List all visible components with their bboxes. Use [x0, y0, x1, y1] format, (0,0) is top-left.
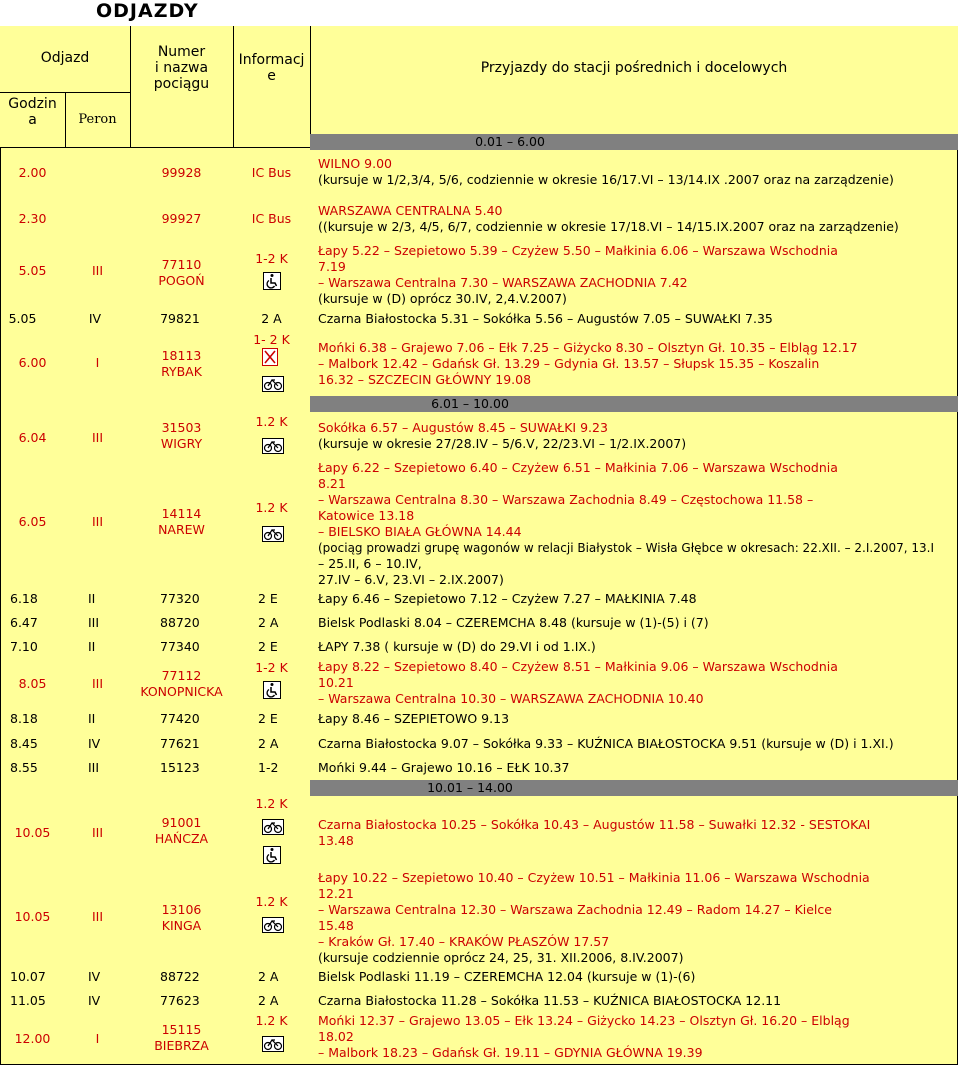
row-2-line-2: – Warszawa Centralna 7.30 – WARSZAWA ZACHODNIA 7.42 — [318, 275, 688, 290]
row-11-info: 2 E — [258, 711, 278, 726]
row-4-name: RYBAK — [161, 364, 202, 379]
header-info-2: e — [267, 68, 276, 84]
row-2-time: 5.05 — [18, 263, 47, 278]
row-4-peron: I — [95, 355, 100, 370]
row-10-info: 1-2 K — [255, 660, 288, 675]
row-2-line-3: (kursuje w (D) oprócz 30.IV, 2,4.V.2007) — [318, 291, 567, 306]
row-13-time: 8.55 — [10, 760, 38, 775]
row-11-line-0: Łapy 8.46 – SZEPIETOWO 9.13 — [318, 711, 510, 726]
row-9-peron: II — [88, 639, 96, 654]
row-14-train: 91001 — [161, 815, 202, 830]
row-15-line-2: – Warszawa Centralna 12.30 – Warszawa Zachodnia 12.49 – Radom 14.27 – Kielce — [318, 902, 832, 917]
row-9-time: 7.10 — [10, 639, 38, 654]
row-3-time: 5.05 — [8, 311, 37, 326]
row-18-train: 15115 — [161, 1022, 202, 1037]
row-12-peron: IV — [88, 736, 101, 751]
page-title: ODJAZDY — [96, 0, 199, 22]
row-0-line-1: (kursuje w 1/2,3/4, 5/6, codziennie w okresie 16/17.VI – 13/14.IX .2007 oraz na zarządzenie) — [318, 172, 894, 187]
row-10-peron: III — [91, 676, 104, 691]
row-16-peron: IV — [88, 969, 101, 984]
header-numer-1: Numer — [157, 44, 206, 60]
header-przyjazdy: Przyjazdy do stacji pośrednich i docelowych — [480, 60, 788, 76]
row-4-line-2: 16.32 – SZCZECIN GŁÓWNY 19.08 — [318, 372, 532, 387]
row-5-peron: III — [91, 430, 104, 445]
wheelchair-icon — [263, 272, 281, 290]
header-odjazd: Odjazd — [40, 50, 90, 66]
bicycle-icon — [262, 819, 284, 835]
row-9-line-0: ŁAPY 7.38 ( kursuje w (D) do 29.VI i od 1.IX.) — [318, 639, 596, 654]
row-15-time: 10.05 — [14, 909, 51, 924]
row-4-info: 1- 2 K — [253, 332, 290, 347]
row-15-peron: III — [91, 909, 104, 924]
row-15-line-5: (kursuje codziennie oprócz 24, 25, 31. XII.2006, 8.IV.2007) — [318, 950, 684, 965]
header-peron: Peron — [78, 112, 117, 127]
row-16-info: 2 A — [258, 969, 279, 984]
row-5-line-0: Sokółka 6.57 – Augustów 8.45 – SUWAŁKI 9.23 — [318, 420, 608, 435]
row-6-line-6: – 25.II, 6 – 10.IV, — [318, 556, 422, 571]
row-16-line-0: Bielsk Podlaski 11.19 – CZEREMCHA 12.04 (kursuje w (1)-(6) — [318, 969, 696, 984]
header-numer-3: pociągu — [153, 76, 210, 92]
row-6-info: 1.2 K — [255, 500, 288, 515]
row-11-train: 77420 — [160, 711, 200, 726]
row-16-time: 10.07 — [10, 969, 46, 984]
row-4-line-0: Mońki 6.38 – Grajewo 7.06 – Ełk 7.25 – Giżycko 8.30 – Olsztyn Gł. 10.35 – Elbląg 12.17 — [318, 340, 858, 355]
row-7-train: 77320 — [160, 591, 200, 606]
row-12-info: 2 A — [258, 736, 279, 751]
row-18-info: 1.2 K — [255, 1013, 288, 1028]
row-8-peron: III — [88, 615, 100, 630]
row-13-peron: III — [88, 760, 100, 775]
row-9-info: 2 E — [258, 639, 278, 654]
row-14-peron: III — [91, 825, 104, 840]
row-14-name: HAŃCZA — [154, 831, 209, 846]
row-3-peron: IV — [88, 311, 102, 326]
time-band-1: 0.01 – 6.00 — [475, 134, 545, 149]
row-15-train: 13106 — [161, 902, 202, 917]
row-3-train: 79821 — [160, 311, 200, 326]
header-numer-2: i nazwa — [154, 60, 209, 76]
row-10-time: 8.05 — [18, 676, 47, 691]
row-13-line-0: Mońki 9.44 – Grajewo 10.16 – EŁK 10.37 — [318, 760, 570, 775]
row-6-time: 6.05 — [18, 514, 47, 529]
row-1-train: 99927 — [161, 211, 202, 226]
wheelchair-icon — [263, 846, 281, 864]
row-6-line-3: Katowice 13.18 — [318, 508, 415, 523]
row-15-line-3: 15.48 — [318, 918, 354, 933]
row-2-train: 77110 — [161, 257, 202, 272]
row-18-name: BIEBRZA — [154, 1038, 209, 1053]
row-10-train: 77112 — [161, 668, 202, 683]
row-17-time: 11.05 — [10, 993, 46, 1008]
header-godzina-1: Godzin — [8, 96, 57, 112]
row-11-time: 8.18 — [10, 711, 38, 726]
row-3-info: 2 A — [261, 311, 282, 326]
row-6-peron: III — [91, 514, 104, 529]
row-8-info: 2 A — [258, 615, 279, 630]
row-5-line-1: (kursuje w okresie 27/28.IV – 5/6.V, 22/23.VI – 1/2.IX.2007) — [318, 436, 687, 451]
row-12-line-0: Czarna Białostocka 9.07 – Sokółka 9.33 – KUŹNICA BIAŁOSTOCKA 9.51 (kursuje w (D) i 1.XI.) — [318, 736, 894, 751]
row-14-line-0: Czarna Białostocka 10.25 – Sokółka 10.43 – Augustów 11.58 – Suwałki 12.32 - SESTOKAI — [318, 817, 871, 832]
row-2-info: 1-2 K — [255, 251, 288, 266]
row-2-name: POGOŃ — [158, 273, 205, 288]
bicycle-icon — [262, 438, 284, 454]
row-6-line-2: – Warszawa Centralna 8.30 – Warszawa Zachodnia 8.49 – Częstochowa 11.58 – — [318, 492, 814, 507]
row-15-info: 1.2 K — [255, 894, 288, 909]
row-1-line-1: ((kursuje w 2/3, 4/5, 6/7, codziennie w okresie 17/18.VI – 14/15.IX.2007 oraz na zarządzenie) — [318, 219, 899, 234]
row-14-time: 10.05 — [14, 825, 51, 840]
row-18-line-1: 18.02 — [318, 1029, 354, 1044]
row-6-name: NAREW — [158, 522, 205, 537]
row-6-line-4: – BIELSKO BIAŁA GŁÓWNA 14.44 — [318, 524, 522, 539]
row-2-line-0: Łapy 5.22 – Szepietowo 5.39 – Czyżew 5.50 – Małkinia 6.06 – Warszawa Wschodnia — [318, 243, 838, 258]
row-7-info: 2 E — [258, 591, 278, 606]
row-5-time: 6.04 — [18, 430, 47, 445]
row-15-name: KINGA — [161, 918, 202, 933]
row-13-info: 1-2 — [258, 760, 279, 775]
row-6-train: 14114 — [161, 506, 202, 521]
row-15-line-0: Łapy 10.22 – Szepietowo 10.40 – Czyżew 10.51 – Małkinia 11.06 – Warszawa Wschodnia — [318, 870, 870, 885]
row-17-info: 2 A — [258, 993, 279, 1008]
bicycle-icon — [262, 526, 284, 542]
row-18-line-0: Mońki 12.37 – Grajewo 13.05 – Ełk 13.24 – Giżycko 14.23 – Olsztyn Gł. 16.20 – Elbląg — [318, 1013, 850, 1028]
row-18-time: 12.00 — [14, 1031, 51, 1046]
bicycle-icon — [262, 1036, 284, 1052]
row-17-train: 77623 — [160, 993, 200, 1008]
time-band-3: 10.01 – 14.00 — [427, 780, 513, 795]
row-18-peron: I — [95, 1031, 100, 1046]
row-2-peron: III — [91, 263, 104, 278]
row-10-name: KONOPNICKA — [140, 684, 223, 699]
row-1-time: 2.30 — [18, 211, 47, 226]
row-12-time: 8.45 — [10, 736, 38, 751]
row-5-info: 1.2 K — [255, 414, 288, 429]
row-18-line-2: – Malbork 18.23 – Gdańsk Gł. 19.11 – GDYNIA GŁÓWNA 19.39 — [318, 1045, 703, 1060]
row-6-line-7: 27.IV – 6.V, 23.VI – 2.IX.2007) — [318, 572, 504, 587]
row-10-line-2: – Warszawa Centralna 10.30 – WARSZAWA ZACHODNIA 10.40 — [318, 691, 704, 706]
bicycle-icon — [262, 376, 284, 392]
row-4-line-1: – Malbork 12.42 – Gdańsk Gł. 13.29 – Gdynia Gł. 13.57 – Słupsk 15.35 – Koszalin — [318, 356, 820, 371]
wheelchair-icon — [263, 681, 281, 699]
row-7-line-0: Łapy 6.46 – Szepietowo 7.12 – Czyżew 7.27 – MAŁKINIA 7.48 — [318, 591, 697, 606]
row-17-peron: IV — [88, 993, 101, 1008]
row-15-line-1: 12.21 — [318, 886, 354, 901]
row-8-train: 88720 — [160, 615, 200, 630]
row-0-line-0: WILNO 9.00 — [318, 156, 393, 171]
row-11-peron: II — [88, 711, 96, 726]
row-3-line-0: Czarna Białostocka 5.31 – Sokółka 5.56 – Augustów 7.05 – SUWAŁKI 7.35 — [318, 311, 773, 326]
header-info-1: Informacj — [238, 52, 305, 68]
row-4-time: 6.00 — [18, 355, 47, 370]
row-0-time: 2.00 — [18, 165, 47, 180]
row-5-name: WIGRY — [160, 436, 203, 451]
row-2-line-1: 7.19 — [318, 259, 346, 274]
row-7-peron: II — [88, 591, 96, 606]
row-14-line-1: 13.48 — [318, 833, 354, 848]
row-16-train: 88722 — [160, 969, 200, 984]
row-10-line-0: Łapy 8.22 – Szepietowo 8.40 – Czyżew 8.51 – Małkinia 9.06 – Warszawa Wschodnia — [318, 659, 838, 674]
row-15-line-4: – Kraków Gł. 17.40 – KRAKÓW PŁASZÓW 17.57 — [318, 934, 610, 949]
row-5-train: 31503 — [161, 420, 202, 435]
row-1-line-0: WARSZAWA CENTRALNA 5.40 — [318, 203, 503, 218]
row-14-info: 1.2 K — [255, 796, 288, 811]
row-0-train: 99928 — [161, 165, 202, 180]
row-7-time: 6.18 — [10, 591, 38, 606]
row-0-info: IC Bus — [251, 165, 292, 180]
bicycle-icon — [262, 917, 284, 933]
row-4-train: 18113 — [161, 348, 202, 363]
row-13-train: 15123 — [160, 760, 200, 775]
row-6-line-5: (pociąg prowadzi grupę wagonów w relacji Białystok – Wisła Głębce w okresach: 22.XII. – 2.I.2007, 13.I — [318, 541, 934, 555]
row-9-train: 77340 — [160, 639, 200, 654]
row-12-train: 77621 — [160, 736, 200, 751]
row-8-time: 6.47 — [10, 615, 38, 630]
restaurant-icon — [262, 348, 278, 366]
header-godzina-2: a — [28, 112, 37, 128]
row-6-line-0: Łapy 6.22 – Szepietowo 6.40 – Czyżew 6.51 – Małkinia 7.06 – Warszawa Wschodnia — [318, 460, 838, 475]
row-10-line-1: 10.21 — [318, 675, 354, 690]
row-8-line-0: Bielsk Podlaski 8.04 – CZEREMCHA 8.48 (kursuje w (1)-(5) i (7) — [318, 615, 709, 630]
row-6-line-1: 8.21 — [318, 476, 346, 491]
time-band-2: 6.01 – 10.00 — [431, 396, 509, 411]
row-1-info: IC Bus — [251, 211, 292, 226]
row-17-line-0: Czarna Białostocka 11.28 – Sokółka 11.53 – KUŹNICA BIAŁOSTOCKA 12.11 — [318, 993, 782, 1008]
